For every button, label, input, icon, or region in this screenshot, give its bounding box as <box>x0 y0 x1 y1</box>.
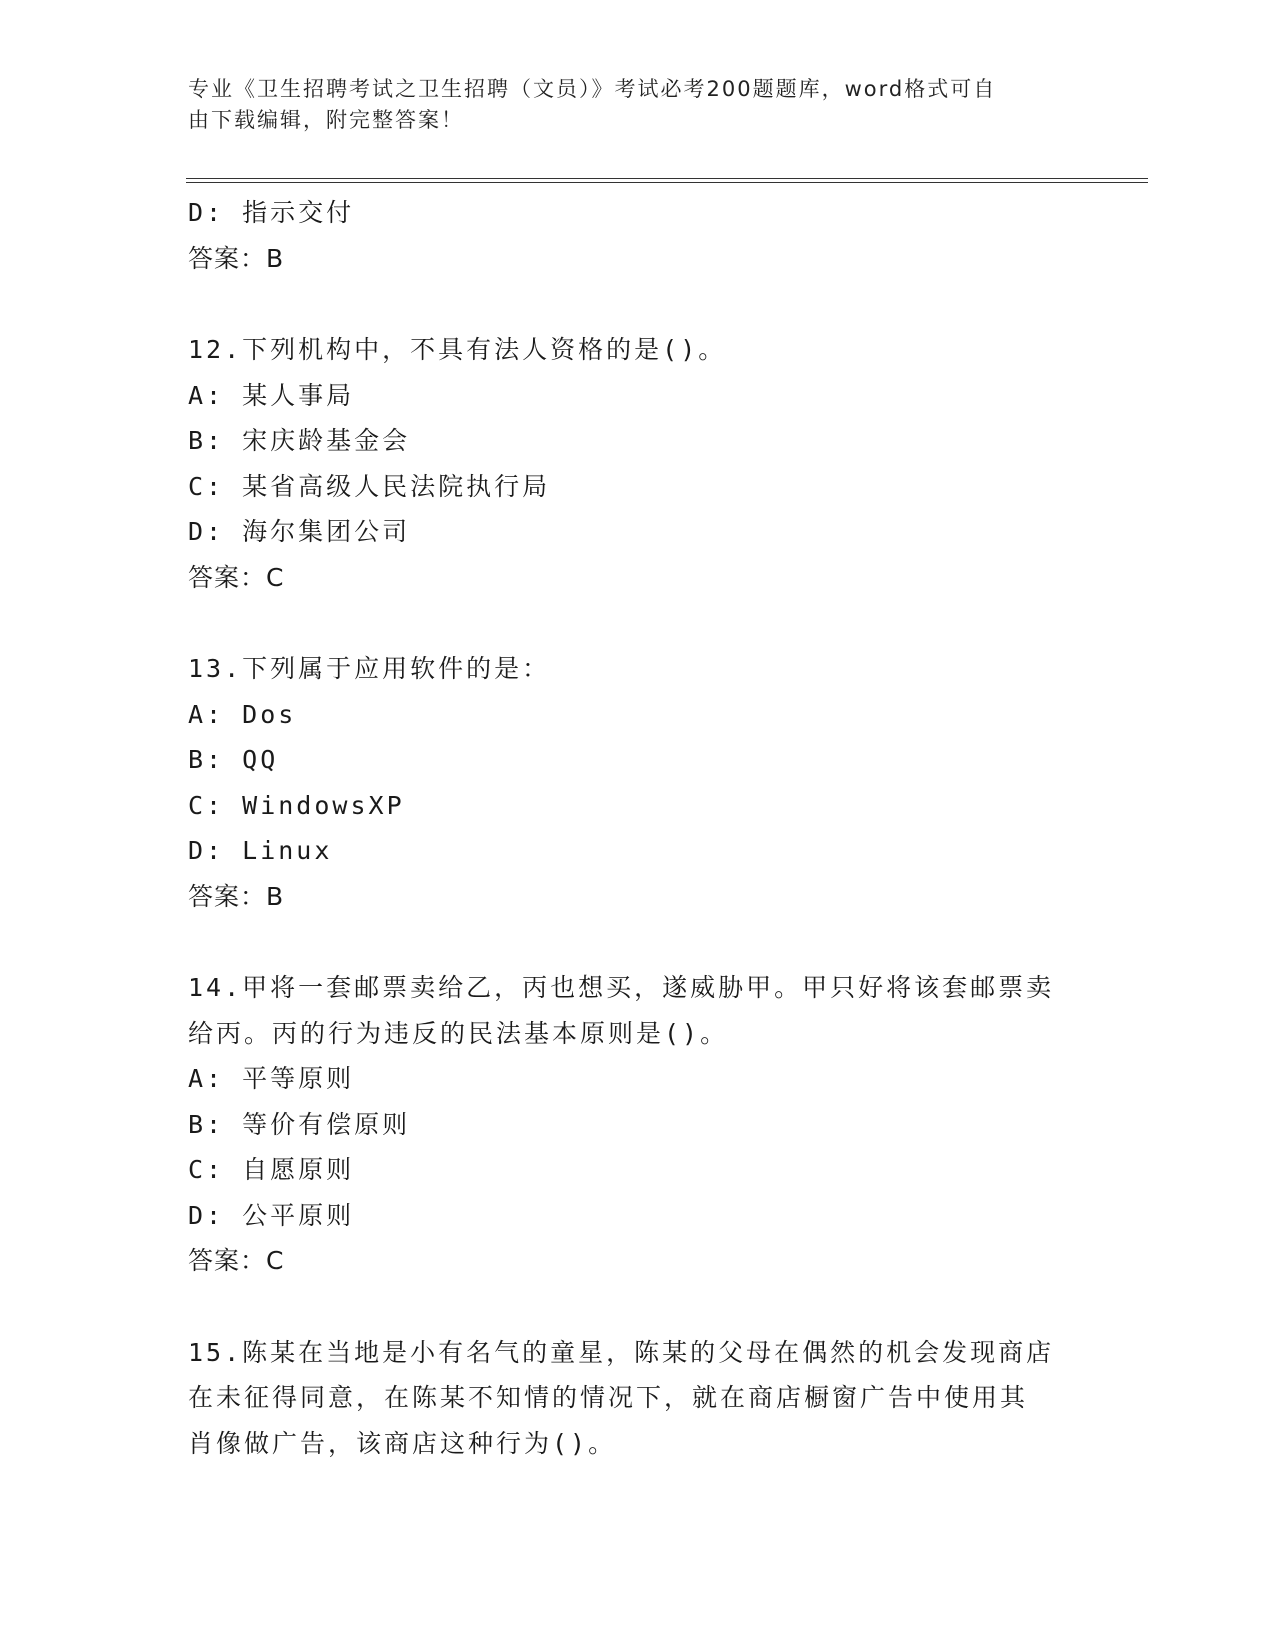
question-13 <box>188 646 1088 919</box>
question-14 <box>188 965 1088 1284</box>
question-list <box>188 190 1088 1466</box>
option-d: D: 指示交付 <box>188 198 355 227</box>
answer: 答案：C <box>188 1246 285 1275</box>
header-line-1: 专业《卫生招聘考试之卫生招聘（文员）》考试必考200题题库，word格式可自 <box>188 77 997 101</box>
option-d: D: 公平原则 <box>188 1200 355 1230</box>
option-c: C: 某省高级人民法院执行局 <box>188 471 551 501</box>
answer: 答案：C <box>188 562 285 592</box>
question-stem: 13.下列属于应用软件的是： <box>188 654 551 683</box>
option-a: A: Dos <box>188 699 297 729</box>
question-15 <box>188 1330 1088 1467</box>
option-d: D: Linux <box>188 836 333 865</box>
question-stem-line-3: 肖像做广告，该商店这种行为()。 <box>188 1428 617 1458</box>
answer: 答案：B <box>188 881 285 911</box>
option-c: C: 自愿原则 <box>188 1155 355 1184</box>
question-stem-line-2: 给丙。丙的行为违反的民法基本原则是()。 <box>188 1018 729 1048</box>
document-header <box>188 74 1068 136</box>
option-a: A: 平等原则 <box>188 1064 355 1093</box>
option-c: C: WindowsXP <box>188 790 405 820</box>
option-b: B: 等价有偿原则 <box>188 1109 411 1139</box>
option-d: D: 海尔集团公司 <box>188 517 411 546</box>
question-stem-line-2: 在未征得同意，在陈某不知情的情况下，就在商店橱窗广告中使用其 <box>188 1383 1029 1412</box>
question-stem-line-1: 14.甲将一套邮票卖给乙，丙也想买，遂威胁甲。甲只好将该套邮票卖 <box>188 973 1055 1002</box>
question-stem: 12.下列机构中，不具有法人资格的是()。 <box>188 335 727 364</box>
question-stem-line-1: 15.陈某在当地是小有名气的童星，陈某的父母在偶然的机会发现商店 <box>188 1337 1055 1367</box>
header-divider <box>186 178 1148 183</box>
header-line-2: 由下载编辑，附完整答案！ <box>188 108 464 132</box>
answer: 答案：B <box>188 243 285 273</box>
option-b: B: QQ <box>188 745 279 774</box>
question-12 <box>188 327 1088 600</box>
question-11 <box>188 190 1088 281</box>
option-b: B: 宋庆龄基金会 <box>188 426 411 455</box>
option-a: A: 某人事局 <box>188 380 355 410</box>
